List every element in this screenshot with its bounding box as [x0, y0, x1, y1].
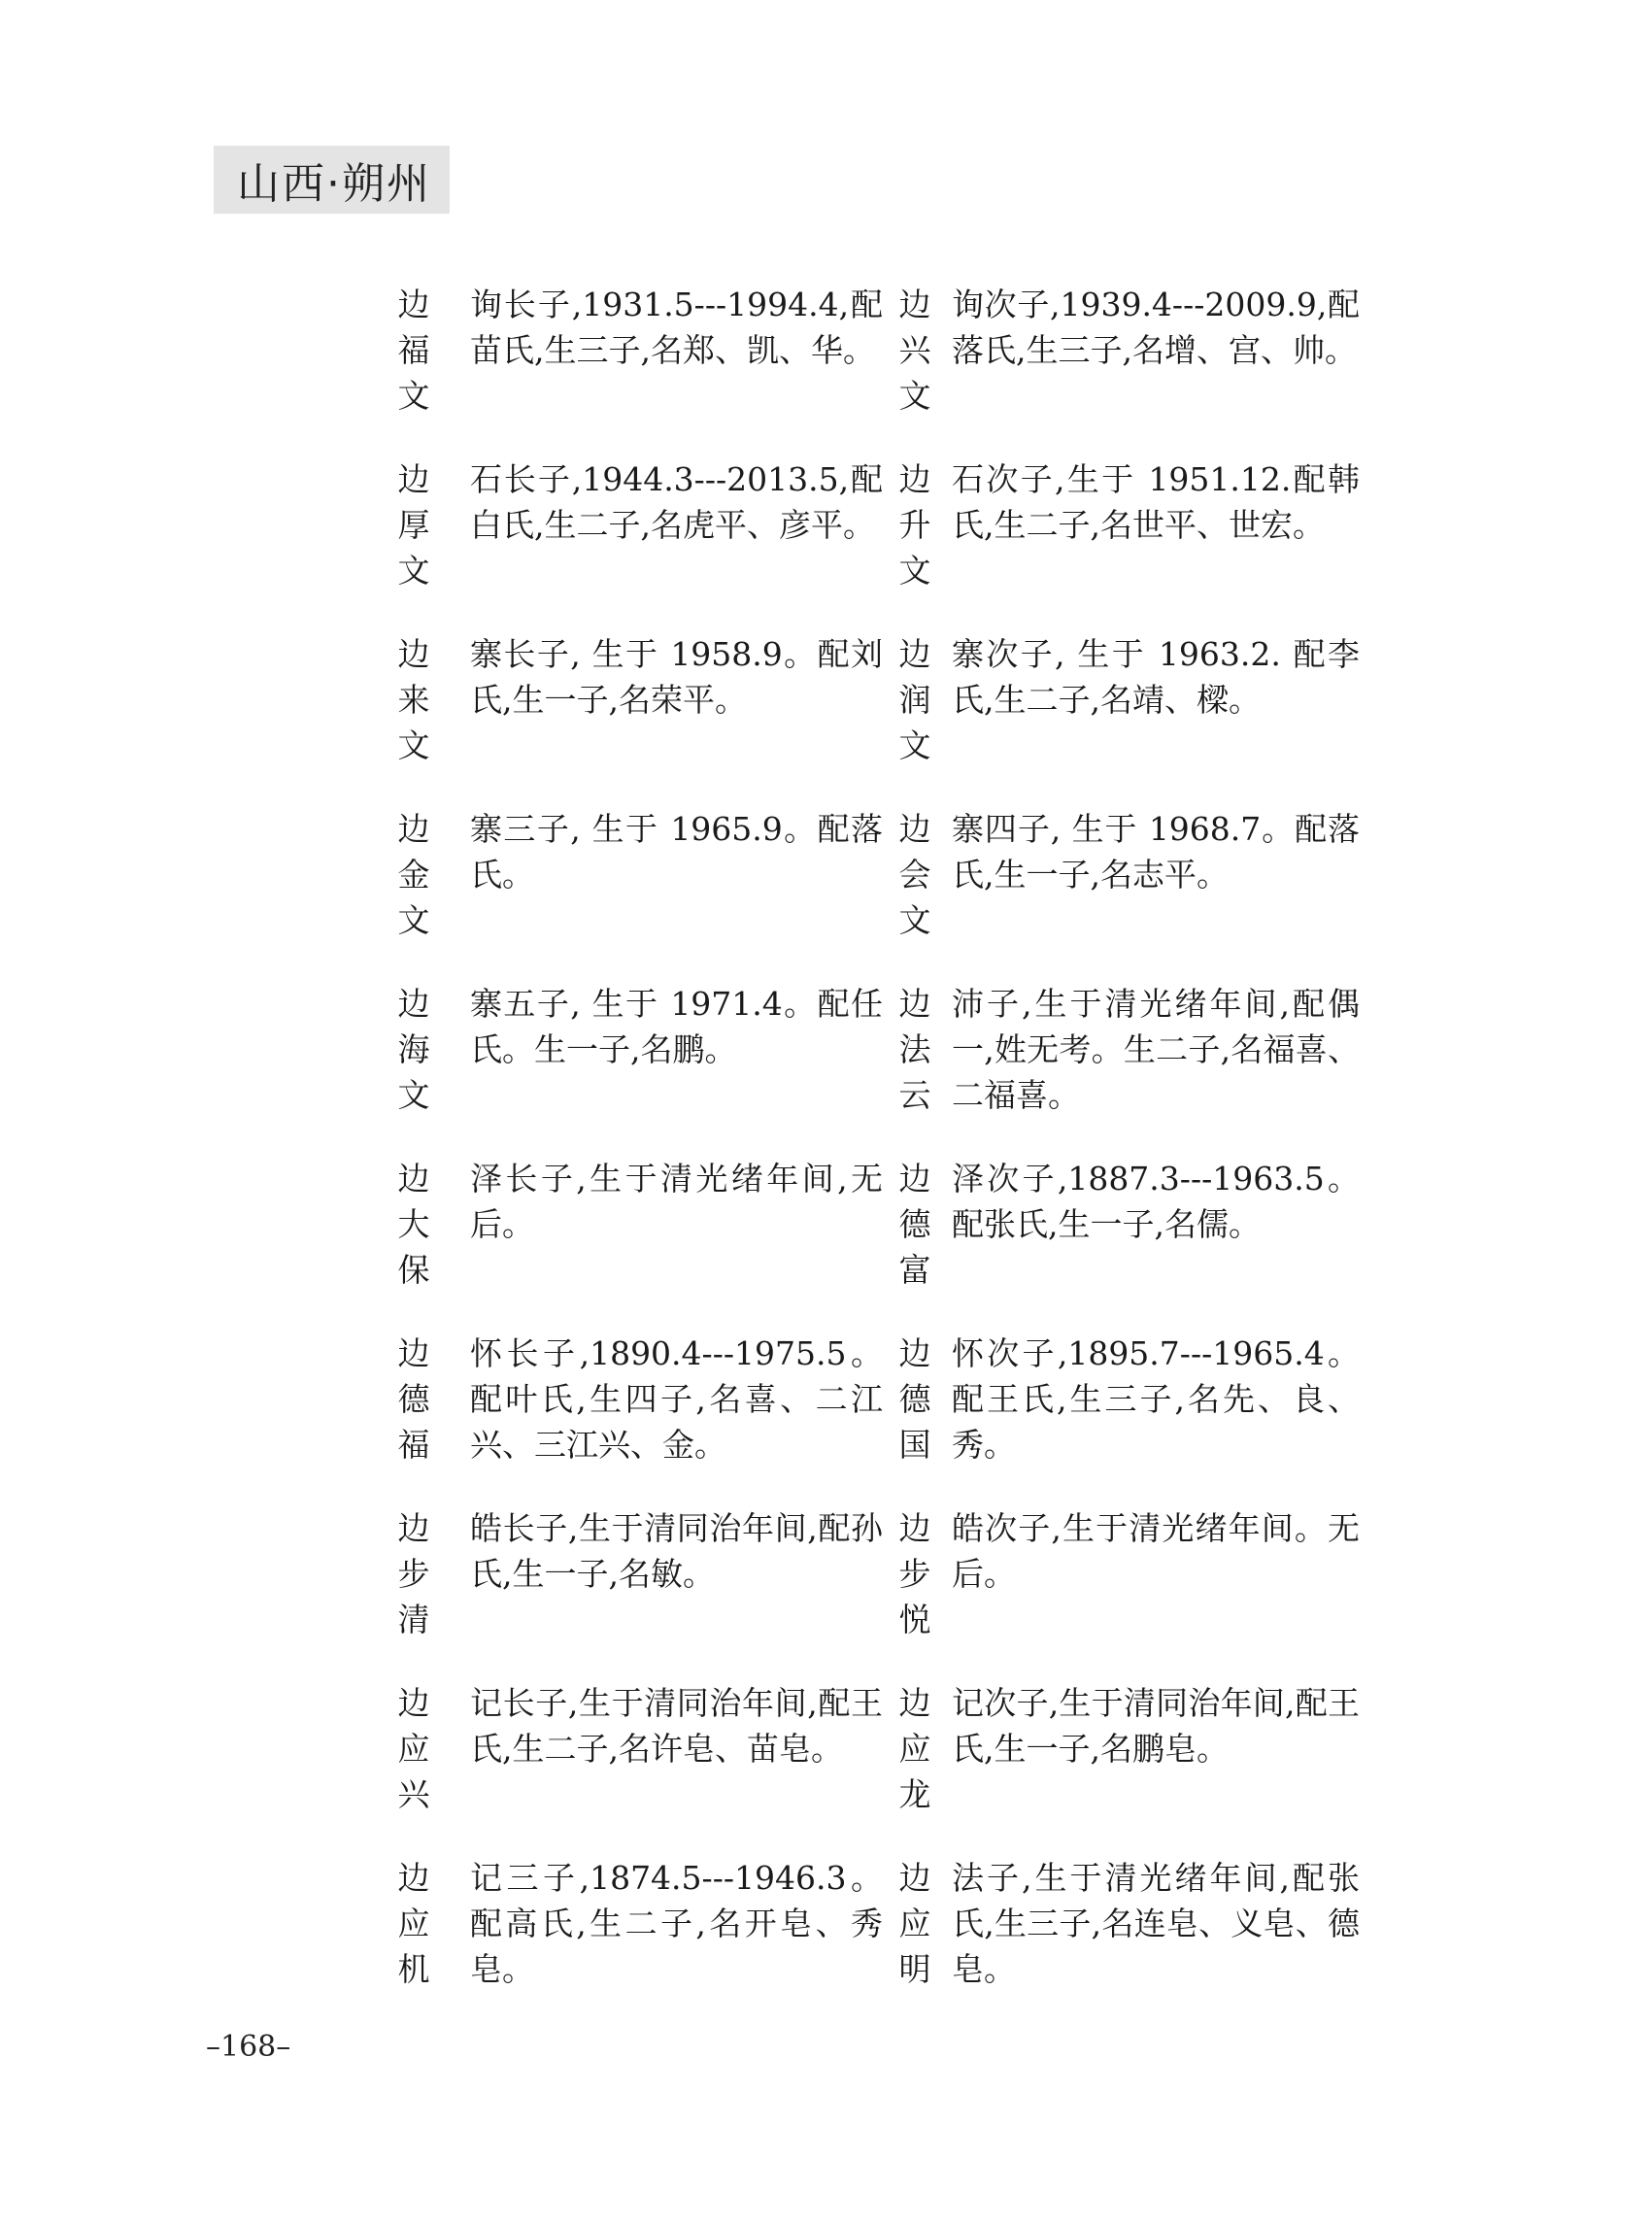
entry-description: 皓次子,生于清光绪年间。无后。 [952, 1509, 1360, 1593]
entry-name: 边 金 文 [397, 810, 430, 939]
entry-description: 寨长子, 生于 1958.9。配刘氏,生一子,名荣平。 [470, 635, 883, 719]
entry-description: 怀次子,1895.7---1965.4。配王氏,生三子,名先、良、秀。 [952, 1334, 1360, 1464]
entry-description: 寨四子, 生于 1968.7。配落氏,生一子,名志平。 [952, 810, 1360, 894]
entry-name: 边 大 保 [397, 1160, 430, 1289]
entry-name: 边 来 文 [397, 635, 430, 764]
entry-name: 边 会 文 [898, 810, 931, 939]
entry [369, 1680, 893, 1855]
entry-name: 边 德 福 [397, 1334, 430, 1464]
entry-description: 怀长子,1890.4---1975.5。配叶氏,生四子,名喜、二江兴、三江兴、金。 [470, 1334, 883, 1464]
entry [369, 981, 893, 1156]
entry-description: 石长子,1944.3---2013.5,配白氏,生二子,名虎平、彦平。 [470, 460, 883, 544]
entry-description: 泽长子,生于清光绪年间,无后。 [470, 1160, 883, 1243]
entry [369, 806, 893, 981]
entry-name: 边 润 文 [898, 635, 931, 764]
entry [893, 1156, 1457, 1331]
entry [369, 1156, 893, 1331]
entry-description: 沛子,生于清光绪年间,配偶一,姓无考。生二子,名福喜、二福喜。 [952, 985, 1360, 1114]
entry-name: 边 厚 文 [397, 460, 430, 590]
entry [893, 456, 1457, 631]
entry-name: 边 应 兴 [397, 1684, 430, 1813]
entry [369, 1855, 893, 2030]
entry [369, 1331, 893, 1505]
entry-description: 询次子,1939.4---2009.9,配落氏,生三子,名增、宫、帅。 [952, 286, 1360, 369]
entry [369, 456, 893, 631]
entry [893, 1505, 1457, 1680]
entry-name: 边 应 明 [898, 1859, 931, 1988]
entry-name: 边 海 文 [397, 985, 430, 1114]
entry-description: 皓长子,生于清同治年间,配孙氏,生一子,名敏。 [470, 1509, 883, 1593]
entry-name: 边 应 龙 [898, 1684, 931, 1813]
entry-description: 寨次子, 生于 1963.2. 配李氏,生二子,名靖、樑。 [952, 635, 1360, 719]
entry-name: 边 应 机 [397, 1859, 430, 1988]
entry-name: 边 升 文 [898, 460, 931, 590]
entry-description: 记长子,生于清同治年间,配王氏,生二子,名许皂、苗皂。 [470, 1684, 883, 1768]
entry [893, 1331, 1457, 1505]
entry [369, 631, 893, 806]
genealogy-entries [369, 282, 1457, 2030]
page-number: –168– [206, 2030, 291, 2064]
entry [893, 806, 1457, 981]
entry-name: 边 步 清 [397, 1509, 430, 1638]
entry-description: 寨三子, 生于 1965.9。配落氏。 [470, 810, 883, 894]
entry-description: 泽次子,1887.3---1963.5。配张氏,生一子,名儒。 [952, 1160, 1360, 1243]
entry-name: 边 福 文 [397, 286, 430, 415]
entry [893, 1680, 1457, 1855]
entry-description: 记三子,1874.5---1946.3。配高氏,生二子,名开皂、秀皂。 [470, 1859, 883, 1988]
entry [893, 1855, 1457, 2030]
entry-description: 记次子,生于清同治年间,配王氏,生一子,名鹏皂。 [952, 1684, 1360, 1768]
entry [893, 631, 1457, 806]
entry-description: 询长子,1931.5---1994.4,配苗氏,生三子,名郑、凯、华。 [470, 286, 883, 369]
entry [369, 282, 893, 456]
entry-description: 法子,生于清光绪年间,配张氏,生三子,名连皂、义皂、德皂。 [952, 1859, 1360, 1988]
entry-name: 边 兴 文 [898, 286, 931, 415]
section-header [214, 146, 450, 214]
entry [893, 282, 1457, 456]
entry-name: 边 步 悦 [898, 1509, 931, 1638]
entry [893, 981, 1457, 1156]
entry-name: 边 法 云 [898, 985, 931, 1114]
entry-name: 边 德 富 [898, 1160, 931, 1289]
section-title: 山西·朔州 [237, 159, 431, 209]
entry-description: 寨五子, 生于 1971.4。配任氏。生一子,名鹏。 [470, 985, 883, 1068]
entry-name: 边 德 国 [898, 1334, 931, 1464]
entry [369, 1505, 893, 1680]
entry-description: 石次子,生于 1951.12.配韩氏,生二子,名世平、世宏。 [952, 460, 1360, 544]
